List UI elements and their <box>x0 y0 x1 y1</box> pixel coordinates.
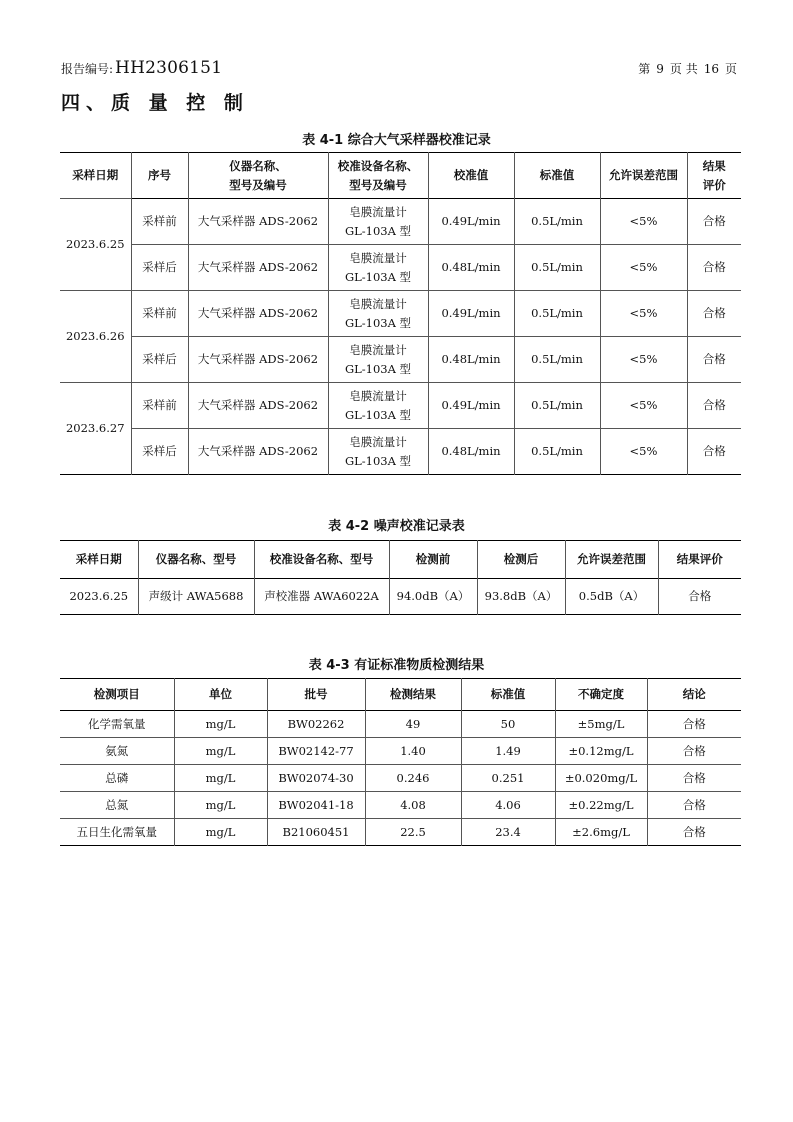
table-cell: 2023.6.25 <box>69 589 129 603</box>
table-cell: ±2.6mg/L <box>555 819 647 846</box>
table-cell: 大气采样器 ADS-2062 <box>188 245 328 291</box>
column-header: 结论 <box>647 679 741 711</box>
table-cell: <5% <box>600 291 687 337</box>
table-cell: 大气采样器 ADS-2062 <box>188 337 328 383</box>
table-cell: 五日生化需氧量 <box>60 819 174 846</box>
table-cell: 0.251 <box>461 765 555 792</box>
table-cell: 23.4 <box>461 819 555 846</box>
table-cell: 大气采样器 ADS-2062 <box>188 291 328 337</box>
table-row <box>60 792 741 819</box>
table-cell: 合格 <box>687 245 741 291</box>
table-cell: 合格 <box>647 765 741 792</box>
table-cell: 皂膜流量计 GL-103A 型 <box>328 429 428 475</box>
table-cell: 采样后 <box>131 337 188 383</box>
column-header: 序号 <box>131 153 188 199</box>
sampler-calibration-table <box>60 152 741 475</box>
column-header: 允许误差范围 <box>565 541 658 579</box>
table-cell: mg/L <box>174 792 267 819</box>
table-row <box>60 738 741 765</box>
table-cell: 0.48L/min <box>428 429 514 475</box>
table-cell: <5% <box>600 337 687 383</box>
table-cell: B21060451 <box>267 819 365 846</box>
table-cell: 合格 <box>687 337 741 383</box>
table-row <box>60 711 741 738</box>
table-cell: 合格 <box>647 738 741 765</box>
table-row <box>60 383 741 429</box>
column-header: 检测项目 <box>93 687 140 701</box>
table-cell: <5% <box>600 383 687 429</box>
table-row <box>60 765 741 792</box>
table-cell: 大气采样器 ADS-2062 <box>188 199 328 245</box>
table-cell: 0.5dB（A） <box>565 579 658 615</box>
table-cell: ±5mg/L <box>555 711 647 738</box>
table-cell: 93.8dB（A） <box>477 579 565 615</box>
column-header: 仪器名称、 型号及编号 <box>188 153 328 199</box>
sampling-date: 2023.6.25 <box>60 199 131 291</box>
table1-caption: 表 4-1 综合大气采样器校准记录 <box>302 133 491 148</box>
table-row <box>60 337 741 383</box>
report-number <box>61 58 222 78</box>
column-header: 校准设备名称、 型号及编号 <box>328 153 428 199</box>
table-cell: 1.49 <box>461 738 555 765</box>
sampling-date: 2023.6.27 <box>60 383 131 475</box>
table-cell: 94.0dB（A） <box>389 579 477 615</box>
table-cell: BW02262 <box>267 711 365 738</box>
column-header: 允许误差范围 <box>600 153 687 199</box>
column-header: 校准值 <box>428 153 514 199</box>
table-cell: 皂膜流量计 GL-103A 型 <box>328 337 428 383</box>
table-cell: 0.49L/min <box>428 199 514 245</box>
column-header: 仪器名称、型号 <box>138 541 254 579</box>
table-cell: 0.5L/min <box>514 199 600 245</box>
table-cell: <5% <box>600 429 687 475</box>
table-cell: 皂膜流量计 GL-103A 型 <box>328 291 428 337</box>
table-cell: 合格 <box>647 819 741 846</box>
table-cell: 合格 <box>687 291 741 337</box>
table-row <box>60 245 741 291</box>
section-title: 四、质 量 控 制 <box>61 92 249 114</box>
table-cell: 50 <box>461 711 555 738</box>
table-cell: 合格 <box>647 711 741 738</box>
table-cell: 合格 <box>647 792 741 819</box>
table-cell: <5% <box>600 245 687 291</box>
table-cell: ±0.22mg/L <box>555 792 647 819</box>
column-header: 结果 评价 <box>687 153 741 199</box>
table-cell: <5% <box>600 199 687 245</box>
table-cell: 采样后 <box>131 245 188 291</box>
table-cell: 大气采样器 ADS-2062 <box>188 429 328 475</box>
table-cell: 总氮 <box>60 792 174 819</box>
table-cell: 合格 <box>687 429 741 475</box>
table-cell: 0.49L/min <box>428 291 514 337</box>
column-header: 标准值 <box>461 679 555 711</box>
table-cell: 4.08 <box>365 792 461 819</box>
sampling-date: 2023.6.26 <box>60 291 131 383</box>
table-cell: ±0.12mg/L <box>555 738 647 765</box>
table-cell: 化学需氧量 <box>88 716 146 731</box>
table-cell: 合格 <box>658 579 741 615</box>
table-cell: 皂膜流量计 GL-103A 型 <box>328 199 428 245</box>
table-cell: mg/L <box>174 819 267 846</box>
table-cell: 皂膜流量计 GL-103A 型 <box>328 383 428 429</box>
table-cell: BW02142-77 <box>267 738 365 765</box>
report-number-label: 报告编号: <box>61 62 114 76</box>
table-row <box>60 579 741 615</box>
column-header: 检测前 <box>389 541 477 579</box>
table-cell: ±0.020mg/L <box>555 765 647 792</box>
table-cell: mg/L <box>174 738 267 765</box>
table-cell: 0.5L/min <box>514 291 600 337</box>
page-mid: 页 共 <box>669 62 698 76</box>
table-cell: 1.40 <box>365 738 461 765</box>
reference-material-table <box>60 678 741 846</box>
table-cell: BW02041-18 <box>267 792 365 819</box>
column-header: 检测后 <box>477 541 565 579</box>
table-cell: 大气采样器 ADS-2062 <box>188 383 328 429</box>
table-cell: 总磷 <box>60 765 174 792</box>
table-cell: 声校准器 AWA6022A <box>254 579 389 615</box>
table-cell: 0.246 <box>365 765 461 792</box>
table-cell: 49 <box>365 711 461 738</box>
column-header: 不确定度 <box>555 679 647 711</box>
table-cell: mg/L <box>174 711 267 738</box>
column-header: 采样日期 <box>72 168 119 182</box>
column-header: 结果评价 <box>658 541 741 579</box>
table3-caption: 表 4-3 有证标准物质检测结果 <box>308 658 485 673</box>
table-cell: 采样前 <box>131 291 188 337</box>
page-suffix: 页 <box>724 62 737 76</box>
page-total: 16 <box>703 62 719 76</box>
table2-caption: 表 4-2 噪声校准记录表 <box>328 519 465 534</box>
column-header: 批号 <box>267 679 365 711</box>
report-number-value: HH2306151 <box>115 58 223 78</box>
column-header: 采样日期 <box>75 552 122 566</box>
table-cell: 0.5L/min <box>514 429 600 475</box>
table-cell: 采样后 <box>131 429 188 475</box>
table-cell: 0.5L/min <box>514 245 600 291</box>
table-cell: 氨氮 <box>60 738 174 765</box>
table-row <box>60 291 741 337</box>
table-cell: 4.06 <box>461 792 555 819</box>
column-header: 单位 <box>174 679 267 711</box>
column-header: 检测结果 <box>365 679 461 711</box>
table-cell: 0.48L/min <box>428 245 514 291</box>
table-cell: 采样前 <box>131 199 188 245</box>
table-cell: 0.5L/min <box>514 337 600 383</box>
table-cell: 皂膜流量计 GL-103A 型 <box>328 245 428 291</box>
table-row <box>60 429 741 475</box>
table-cell: 声级计 AWA5688 <box>138 579 254 615</box>
column-header: 校准设备名称、型号 <box>254 541 389 579</box>
column-header: 标准值 <box>514 153 600 199</box>
table-cell: 0.49L/min <box>428 383 514 429</box>
table-cell: 0.5L/min <box>514 383 600 429</box>
table-row <box>60 819 741 846</box>
table-cell: 0.48L/min <box>428 337 514 383</box>
table-cell: 合格 <box>687 383 741 429</box>
table-cell: 采样前 <box>131 383 188 429</box>
page-indicator <box>635 60 740 77</box>
page-number: 9 <box>656 62 664 76</box>
page-prefix: 第 <box>638 62 651 76</box>
table-row <box>60 199 741 245</box>
table-cell: mg/L <box>174 765 267 792</box>
table-cell: 22.5 <box>365 819 461 846</box>
table-cell: 合格 <box>687 199 741 245</box>
table-cell: BW02074-30 <box>267 765 365 792</box>
noise-calibration-table <box>60 540 741 615</box>
